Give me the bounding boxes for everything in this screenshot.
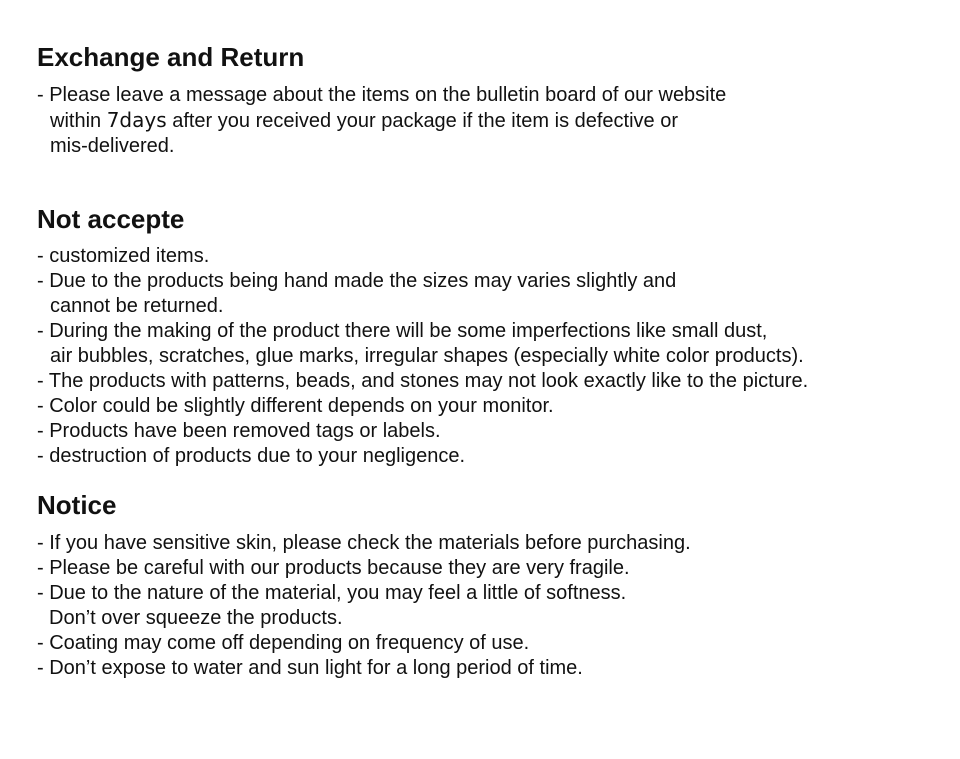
not-accepted-line: - destruction of products due to your negligence. [37,445,466,467]
notice-line: - If you have sensitive skin, please check the materials before purchasing. [37,532,691,554]
notice-line: - Please be careful with our products because they are very fragile. [37,557,630,579]
notice-line: Don’t over squeeze the products. [49,607,343,629]
notice-line: - Due to the nature of the material, you may feel a little of softness. [37,582,627,604]
notice-list [37,531,937,681]
exchange-return-title: Exchange and Return [37,42,305,72]
exchange-line-3: mis-delivered. [50,135,175,157]
exchange-days-count: 7days [106,108,167,132]
notice-section [37,490,937,681]
exchange-line-2-start: within [50,110,107,132]
not-accepted-section [37,204,937,469]
not-accepted-line: - The products with patterns, beads, and stones may not look exactly like to the picture. [37,370,809,392]
not-accepted-list [37,244,937,469]
exchange-return-section [37,42,937,159]
not-accepted-line: - Due to the products being hand made the sizes may varies slightly and [37,270,677,292]
notice-line: - Coating may come off depending on frequency of use. [37,632,530,654]
not-accepted-line: cannot be returned. [50,295,224,317]
exchange-return-text [37,83,937,159]
not-accepted-line: air bubbles, scratches, glue marks, irregular shapes (especially white color products). [50,345,804,367]
not-accepted-line: - customized items. [37,245,210,267]
not-accepted-line: - Color could be slightly different depends on your monitor. [37,395,554,417]
notice-title: Notice [37,490,117,520]
not-accepted-line: - Products have been removed tags or labels. [37,420,441,442]
exchange-line-1: - Please leave a message about the items on the bulletin board of our website [37,84,727,106]
not-accepted-line: - During the making of the product there will be some imperfections like small dust, [37,320,768,342]
notice-line: - Don’t expose to water and sun light for a long period of time. [37,657,583,679]
exchange-line-2-end: after you received your package if the item is defective or [166,110,679,132]
exchange-line-2 [37,108,937,134]
not-accepted-title: Not accepte [37,204,185,234]
